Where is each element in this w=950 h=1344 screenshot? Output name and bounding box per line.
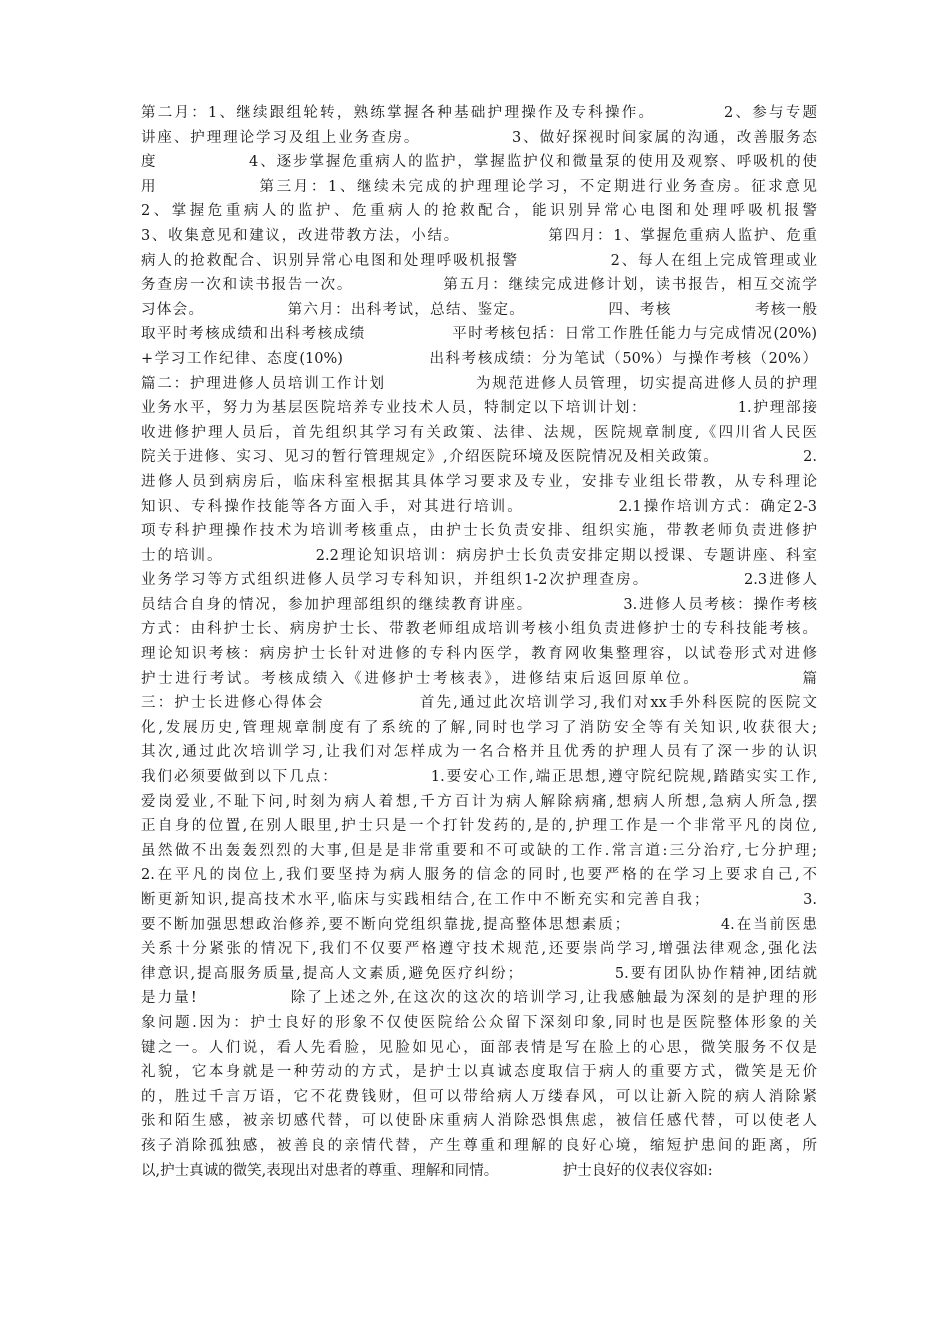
text-line: 爱岗爱业,不耻下问,时刻为病人着想,千方百计为病人解除病痛,想病人所想,急病人所急,摆: [141, 793, 817, 810]
text-line: 三：护士长进修心得体会 首先,通过此次培训学习,我们对xx手外科医院的医院文: [141, 695, 817, 712]
text-line: 断更新知识,提高技术水平,临床与实践相结合,在工作中不断充实和完善自我； 3.: [141, 892, 817, 908]
text-line: 度 4、逐步掌握危重病人的监护，掌握监护仪和微量泵的使用及观察、呼吸机的使: [141, 154, 817, 171]
text-line: 象问题.因为：护士良好的形象不仅使医院给公众留下深刻印象,同时也是医院整体形象的关: [141, 1014, 817, 1031]
text-line: 习体会。 第六月：出科考试，总结、鉴定。 四、考核 考核一般: [141, 301, 817, 318]
text-line: 化,发展历史,管理规章制度有了系统的了解,同时也学习了消防安全等有关知识,收获很大;: [141, 719, 817, 736]
text-line: 讲座、护理理论学习及组上业务查房。 3、做好探视时间家属的沟通，改善服务态: [141, 129, 817, 146]
text-line: 2、掌握危重病人的监护、危重病人的抢救配合，能识别异常心电图和处理呼吸机报警: [141, 203, 817, 220]
text-line: 院关于进修、实习、见习的暂行管理规定》,介绍医院环境及医院情况及相关政策。 2.: [141, 449, 817, 466]
text-line: 篇二：护理进修人员培训工作计划 为规范进修人员管理，切实提高进修人员的护理: [141, 375, 817, 392]
text-line: 知识、专科操作技能等各方面入手，对其进行培训。 2.1操作培训方式：确定2-3: [141, 498, 817, 515]
text-line: +学习工作纪律、态度(10%) 出科考核成绩：分为笔试（50%）与操作考核（20%）: [141, 350, 817, 367]
text-line: 病人的抢救配合、识别异常心电图和处理呼吸机报警 2、每人在组上完成管理或业: [141, 252, 817, 269]
text-line: 虽然做不出轰轰烈烈的大事,但是是非常重要和不可或缺的工作.常言道:三分治疗,七分护理;: [141, 842, 817, 859]
text-line: 3、收集意见和建议，改进带教方法，小结。 第四月：1、掌握危重病人监护、危重: [141, 227, 817, 244]
text-line: 收进修护理人员后，首先组织其学习有关政策、法律、法规，医院规章制度,《四川省人民医: [141, 424, 817, 441]
text-line: 以,护士真诚的微笑,表现出对患者的尊重、理解和同情。 护士良好的仪表仪容如:: [141, 1162, 713, 1179]
text-line: 正自身的位置,在别人眼里,护士只是一个打针发药的,是的,护理工作是一个非常平凡的岗位,: [141, 818, 817, 835]
text-line: 第二月：1、继续跟组轮转，熟练掌握各种基础护理操作及专科操作。 2、参与专题: [141, 105, 817, 121]
text-line: 礼貌，它本身就是一种劳动的方式，是护士以真诚态度取信于病人的重要方式，微笑是无价: [141, 1064, 817, 1081]
text-line: 键之一。人们说，看人先看脸，见脸如见心，面部表情是写在脸上的心思，微笑服务不仅是: [141, 1039, 817, 1056]
text-line: 方式：由科护士长、病房护士长、带教老师组成培训考核小组负责进修护士的专科技能考核。: [141, 621, 817, 638]
text-line: 孩子消除孤独感，被善良的亲情代替，产生尊重和理解的良好心境，缩短护患间的距离，所: [141, 1137, 817, 1154]
text-line: 士的培训。 2.2理论知识培训：病房护士长负责安排定期以授课、专题讲座、科室: [141, 547, 817, 564]
text-line: 业务学习等方式组织进修人员学习专科知识，并组织1-2次护理查房。 2.3进修人: [141, 572, 817, 589]
text-line: 取平时考核成绩和出科考核成绩 平时考核包括：日常工作胜任能力与完成情况(20%): [141, 326, 817, 343]
text-line: 是力量! 除了上述之外,在这次的这次的培训学习,让我感触最为深刻的是护理的形: [141, 990, 817, 1007]
text-line: 律意识,提高服务质量,提高人文素质,避免医疗纠纷； 5.要有团队协作精神,团结就: [141, 965, 817, 982]
text-line: 用 第三月：1、继续未完成的护理理论学习，不定期进行业务查房。征求意见: [141, 178, 817, 195]
text-line: 务查房一次和读书报告一次。 第五月：继续完成进修计划，读书报告，相互交流学: [141, 277, 817, 294]
text-line: 护士进行考试。考核成绩入《进修护士考核表》，进修结束后返回原单位。 篇: [141, 670, 817, 687]
text-line: 张和陌生感，被亲切感代替，可以使卧床重病人消除恐惧焦虑，被信任感代替，可以使老人: [141, 1113, 817, 1130]
text-line: 我们必须要做到以下几点： 1.要安心工作,端正思想,遵守院纪院规,踏踏实实工作,: [141, 769, 817, 786]
text-line: 关系十分紧张的情况下,我们不仅要严格遵守技术规范,还要崇尚学习,增强法律观念,强化法: [141, 941, 817, 958]
text-line: 进修人员到病房后，临床科室根据其具体学习要求及专业，安排专业组长带教，从专科理论: [141, 473, 817, 490]
text-line: 业务水平，努力为基层医院培养专业技术人员，特制定以下培训计划： 1.护理部接: [141, 400, 817, 417]
text-line: 其次,通过此次培训学习,让我们对怎样成为一名合格并且优秀的护理人员有了深一步的认识: [141, 744, 817, 761]
text-line: 的，胜过千言万语，它不花费钱财，但可以带给病人万缕春风，可以让新入院的病人消除紧: [141, 1088, 817, 1105]
text-line: 理论知识考核：病房护士长针对进修的专科内医学，教育网收集整理容，以试卷形式对进修: [141, 646, 817, 663]
text-line: 要不断加强思想政治修养,要不断向党组织靠拢,提高整体思想素质； 4.在当前医患: [141, 916, 817, 933]
text-line: 2.在平凡的岗位上,我们要坚持为病人服务的信念的同时,也要严格的在学习上要求自己,不: [141, 867, 817, 884]
text-line: 项专科护理操作技术为培训考核重点，由护士长负责安排、组织实施，带教老师负责进修护: [141, 523, 817, 540]
text-line: 员结合自身的情况，参加护理部组织的继续教育讲座。 3.进修人员考核：操作考核: [141, 596, 817, 613]
body-text: [141, 101, 817, 1183]
